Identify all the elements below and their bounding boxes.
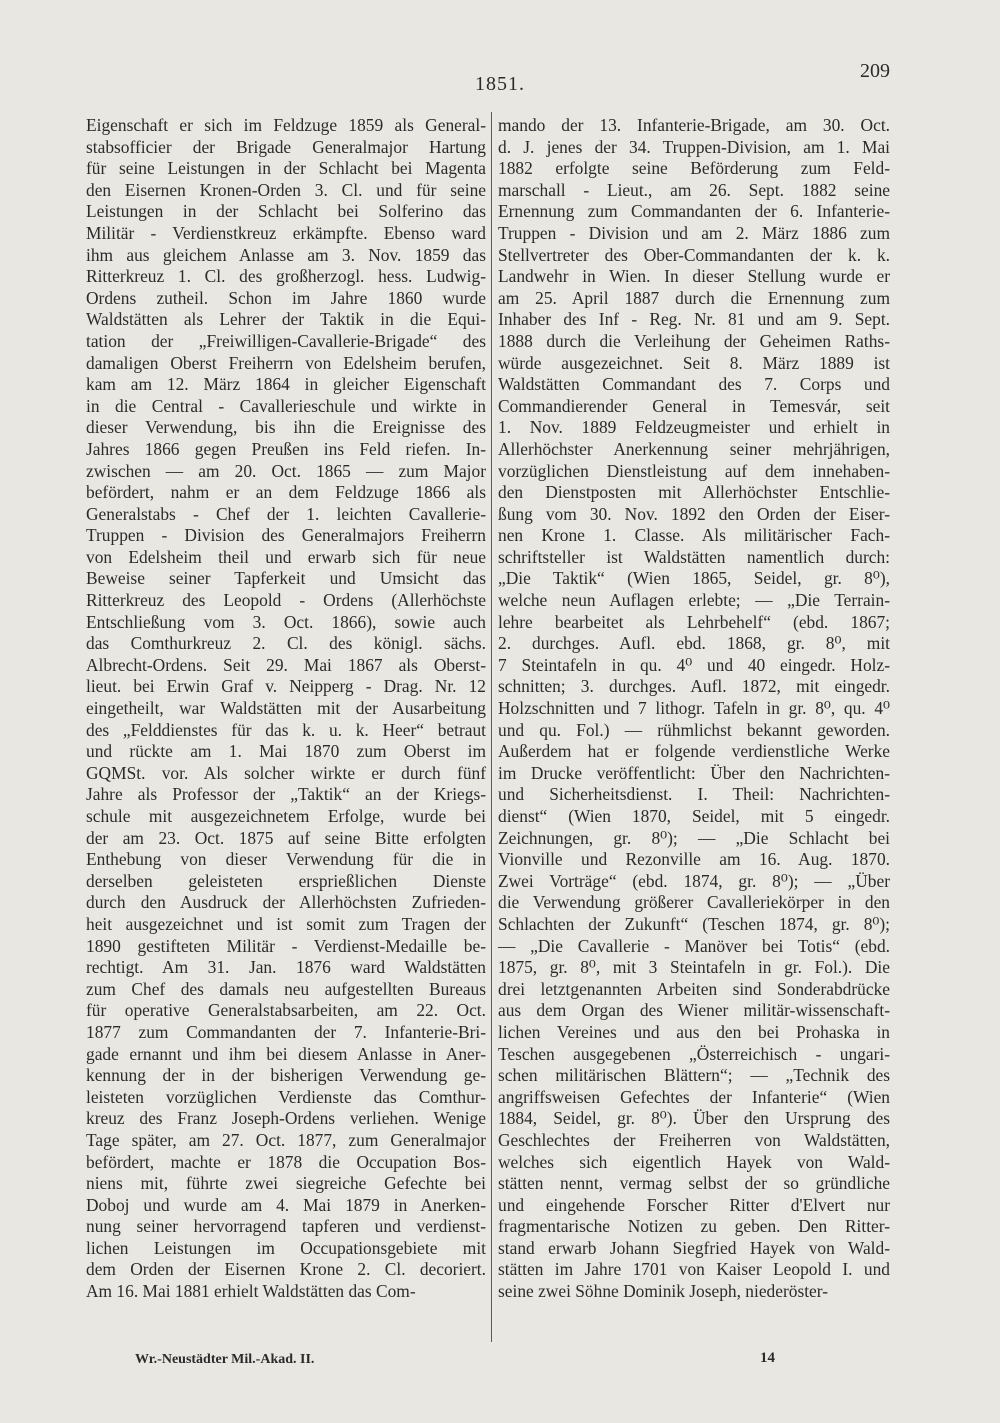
text-line: und eingehende Forscher Ritter d'Elvert nur <box>498 1194 890 1215</box>
text-line: 1877 zum Commandanten der 7. Infanterie-Bri- <box>86 1021 486 1042</box>
text-line: der am 23. Oct. 1875 auf seine Bitte erfolgten <box>86 827 486 848</box>
text-line: fragmentarische Notizen zu geben. Den Ritter- <box>498 1216 890 1237</box>
text-line: ihm aus gleichem Anlasse am 3. Nov. 1859 das <box>86 244 486 265</box>
text-line: stätten im Jahre 1701 von Kaiser Leopold I. und <box>498 1259 890 1280</box>
text-line: welches sich eigentlich Hayek von Wald- <box>498 1151 890 1172</box>
text-line: leisteten vorzüglichen Verdienste das Comthur- <box>86 1086 486 1107</box>
text-line: Jahre als Professor der „Taktik“ an der Kriegs- <box>86 784 486 805</box>
text-line: d. J. jenes der 34. Truppen-Division, am 1. Mai <box>498 136 890 157</box>
text-line: Truppen - Division und am 2. März 1886 zum <box>498 222 890 243</box>
text-line: Enthebung von dieser Verwendung für die in <box>86 849 486 870</box>
text-line: ßung vom 30. Nov. 1892 den Orden der Eiser- <box>498 503 890 524</box>
text-line: Ritterkreuz des Leopold - Ordens (Allerhöchste <box>86 590 486 611</box>
text-line: schriftsteller ist Waldstätten namentlich durch: <box>498 546 890 567</box>
text-line: Vionville und Rezonville am 16. Aug. 1870. <box>498 849 890 870</box>
text-line: Leistungen in der Schlacht bei Solferino das <box>86 201 486 222</box>
text-line: Truppen - Division des Generalmajors Freiherrn <box>86 525 486 546</box>
text-line: dieser Verwendung, bis ihn die Ereignisse des <box>86 417 486 438</box>
text-line: und rückte am 1. Mai 1870 zum Oberst im <box>86 741 486 762</box>
text-line: Waldstätten Commandant des 7. Corps und <box>498 374 890 395</box>
text-line: dienst“ (Wien 1870, Seidel, mit 5 eingedr. <box>498 806 890 826</box>
sheet-number: 14 <box>760 1350 775 1366</box>
right-text-column <box>498 115 890 1303</box>
text-line: Landwehr in Wien. In dieser Stellung wurde er <box>498 266 890 287</box>
text-line: 1890 gestifteten Militär - Verdienst-Medaille be- <box>86 935 486 956</box>
text-line: eingetheilt, war Waldstätten mit der Ausarbeitung <box>86 698 486 719</box>
text-line: Entschließung vom 3. Oct. 1866), sowie auch <box>86 611 486 632</box>
text-line: Jahres 1866 gegen Preußen ins Feld riefen. In- <box>86 438 486 459</box>
text-line: Ordens zutheil. Schon im Jahre 1860 wurde <box>86 287 486 308</box>
text-line: des „Felddienstes für das k. u. k. Heer“ betraut <box>86 719 486 740</box>
text-line: niens mit, führte zwei siegreiche Gefechte bei <box>86 1173 486 1194</box>
text-line: lichen Vereines und aus den bei Prohaska in <box>498 1021 890 1042</box>
running-header-year: 1851. <box>475 73 525 95</box>
text-line: 7 Steintafeln in qu. 4⁰ und 40 eingedr. Holz- <box>498 654 890 675</box>
text-line: für seine Leistungen in der Schlacht bei Magenta <box>86 158 486 179</box>
text-line: Eigenschaft er sich im Feldzuge 1859 als General- <box>86 115 486 135</box>
text-line: Waldstätten als Lehrer der Taktik in die Equi- <box>86 309 486 330</box>
text-line: Am 16. Mai 1881 erhielt Waldstätten das Com- <box>86 1281 416 1302</box>
text-line: Commandierender General in Temesvár, seit <box>498 395 890 416</box>
text-line: den Dienstposten mit Allerhöchster Entschlie- <box>498 482 890 503</box>
text-line: und Sicherheitsdienst. I. Theil: Nachrichten- <box>498 784 890 805</box>
text-line: Beweise seiner Tapferkeit und Umsicht das <box>86 568 486 589</box>
text-line: Doboj und wurde am 4. Mai 1879 in Anerken- <box>86 1194 486 1215</box>
text-line: kennung der in der bisherigen Verwendung ge- <box>86 1065 486 1086</box>
text-line: welche neun Auflagen erlebte; — „Die Terrain- <box>498 590 890 611</box>
text-line: Allerhöchster Anerkennung seiner mehrjährigen, <box>498 438 890 459</box>
text-line: den Eisernen Kronen-Orden 3. Cl. und für seine <box>86 179 486 200</box>
text-line: — „Die Cavallerie - Manöver bei Totis“ (ebd. <box>498 935 890 956</box>
text-line: Teschen ausgegebenen „Österreichisch - ungari- <box>498 1043 890 1064</box>
text-line: Albrecht-Ordens. Seit 29. Mai 1867 als Oberst- <box>86 654 486 675</box>
text-line: 1888 durch die Verleihung der Geheimen Raths- <box>498 330 890 351</box>
text-line: heit ausgezeichnet und ist somit zum Tragen der <box>86 913 486 934</box>
text-line: gade ernannt und ihm bei diesem Anlasse in Aner- <box>86 1043 486 1064</box>
page-number: 209 <box>860 60 890 82</box>
text-line: Militär - Verdienstkreuz erkämpfte. Ebenso ward <box>86 222 486 243</box>
text-line: vorzüglichen Dienstleistung auf dem innehaben- <box>498 460 890 481</box>
text-line: das Comthurkreuz 2. Cl. des königl. sächs. <box>86 633 486 654</box>
text-line: zum Chef des damals neu aufgestellten Bureaus <box>86 978 486 999</box>
text-line: kreuz des Franz Joseph-Ordens verliehen. Wenige <box>86 1108 486 1129</box>
text-line: schule mit ausgezeichnetem Erfolge, wurde bei <box>86 806 486 826</box>
text-line: Tage später, am 27. Oct. 1877, zum Generalmajor <box>86 1129 486 1150</box>
text-line: durch den Ausdruck der Allerhöchsten Zufrieden- <box>86 892 486 913</box>
text-line: Holzschnitten und 7 lithogr. Tafeln in gr. 8⁰, qu. 4⁰ <box>498 698 890 719</box>
text-line: marschall - Lieut., am 26. Sept. 1882 seine <box>498 179 890 200</box>
text-line: Generalstabs - Chef der 1. leichten Cavallerie- <box>86 503 486 524</box>
text-line: Geschlechtes der Freiherren von Waldstätten, <box>498 1129 890 1150</box>
left-text-column <box>86 115 486 1303</box>
text-line: lichen Leistungen im Occupationsgebiete mit <box>86 1237 486 1258</box>
text-line: von Edelsheim theil und erwarb sich für neue <box>86 546 486 567</box>
text-line: Ernennung zum Commandanten der 6. Infanterie- <box>498 201 890 222</box>
text-line: tation der „Freiwilligen-Cavallerie-Brigade“ des <box>86 330 486 351</box>
text-line: dem Orden der Eisernen Krone 2. Cl. decoriert. <box>86 1259 486 1280</box>
text-line: stätten nennt, vermag selbst der so gründliche <box>498 1173 890 1194</box>
text-line: im Drucke veröffentlicht: Über den Nachrichten- <box>498 762 890 783</box>
text-line: Inhaber des Inf - Reg. Nr. 81 und am 9. Sept. <box>498 309 890 330</box>
text-line: befördert, machte er 1878 die Occupation Bos- <box>86 1151 486 1172</box>
text-line: Ritterkreuz 1. Cl. des großherzogl. hess. Ludwig- <box>86 266 486 287</box>
text-line: seine zwei Söhne Dominik Joseph, niederöster- <box>498 1281 828 1302</box>
text-line: würde ausgezeichnet. Seit 8. März 1889 ist <box>498 352 890 373</box>
text-line: kam am 12. März 1864 in gleicher Eigenschaft <box>86 374 486 395</box>
text-line: und qu. Fol.) — rühmlichst bekannt geworden. <box>498 719 890 740</box>
text-line: angriffsweisen Gefechtes der Infanterie“ (Wien <box>498 1086 890 1107</box>
text-line: für operative Generalstabsarbeiten, am 22. Oct. <box>86 1000 486 1021</box>
text-line: schnitten; 3. durchges. Aufl. 1872, mit eingedr. <box>498 676 890 697</box>
text-line: Stellvertreter des Ober-Commandanten der k. k. <box>498 244 890 265</box>
text-line: stabsofficier der Brigade Generalmajor Hartung <box>86 136 486 157</box>
text-line: derselben geleisteten ersprießlichen Dienste <box>86 870 486 891</box>
text-line: GQMSt. vor. Als solcher wirkte er durch fünf <box>86 762 486 783</box>
text-line: Zeichnungen, gr. 8⁰); — „Die Schlacht bei <box>498 827 890 848</box>
text-line: die Verwendung größerer Cavalleriekörper in den <box>498 892 890 913</box>
text-line: 2. durchges. Aufl. ebd. 1868, gr. 8⁰, mit <box>498 633 890 654</box>
text-line: 1884, Seidel, gr. 8⁰). Über den Ursprung des <box>498 1108 890 1129</box>
text-line: drei letztgenannten Arbeiten sind Sonderabdrücke <box>498 978 890 999</box>
text-line: rechtigt. Am 31. Jan. 1876 ward Waldstätten <box>86 957 486 978</box>
text-line: in die Central - Cavallerieschule und wirkte in <box>86 395 486 416</box>
text-line: lehre bearbeitet als Lehrbehelf“ (ebd. 1867; <box>498 611 890 632</box>
text-line: Zwei Vorträge“ (ebd. 1874, gr. 8⁰); — „Über <box>498 870 890 891</box>
text-line: mando der 13. Infanterie-Brigade, am 30. Oct. <box>498 115 890 135</box>
text-line: 1882 erfolgte seine Beförderung zum Feld- <box>498 158 890 179</box>
text-line: 1875, gr. 8⁰, mit 3 Steintafeln in gr. Fol.). Die <box>498 957 890 978</box>
text-line: stand erwarb Johann Siegfried Hayek von Wald- <box>498 1237 890 1258</box>
text-line: am 25. April 1887 durch die Ernennung zum <box>498 287 890 308</box>
text-line: „Die Taktik“ (Wien 1865, Seidel, gr. 8⁰), <box>498 568 890 589</box>
text-line: Schlachten der Zukunft“ (Teschen 1874, gr. 8⁰); <box>498 913 890 934</box>
text-line: befördert, nahm er an dem Feldzuge 1866 als <box>86 482 486 503</box>
text-line: zwischen — am 20. Oct. 1865 — zum Major <box>86 460 486 481</box>
text-line: Außerdem hat er folgende verdienstliche Werke <box>498 741 890 762</box>
text-line: damaligen Oberst Freiherrn von Edelsheim berufen, <box>86 352 486 373</box>
text-line: nung seiner hervorragend tapferen und verdienst- <box>86 1216 486 1237</box>
text-line: 1. Nov. 1889 Feldzeugmeister und erhielt in <box>498 417 890 438</box>
text-line: lieut. bei Erwin Graf v. Neipperg - Drag. Nr. 12 <box>86 676 486 697</box>
text-line: schen militärischen Blättern“; — „Technik des <box>498 1065 890 1086</box>
text-line: nen Krone 1. Classe. Als militärischer Fach- <box>498 525 890 546</box>
signature-mark: Wr.-Neustädter Mil.-Akad. II. <box>135 1352 315 1367</box>
column-divider <box>491 112 492 1342</box>
text-line: aus dem Organ des Wiener militär-wissenschaft- <box>498 1000 890 1021</box>
